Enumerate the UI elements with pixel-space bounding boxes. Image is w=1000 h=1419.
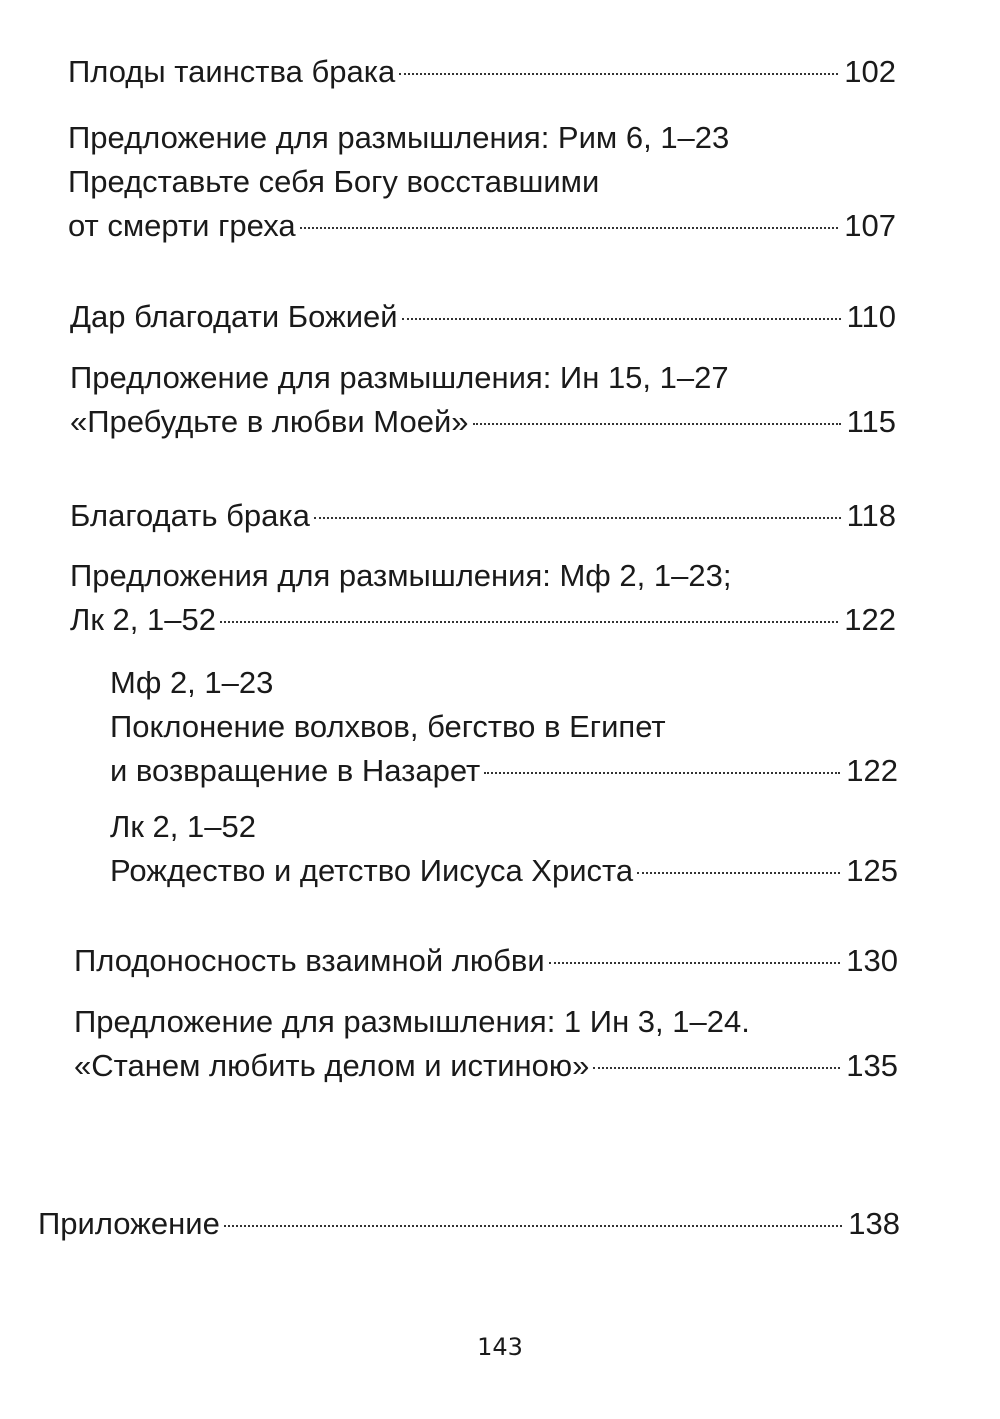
toc-entry-line: Предложение для размышления: 1 Ин 3, 1–24. <box>74 1004 750 1039</box>
dot-leader <box>484 772 840 774</box>
toc-entry <box>70 494 896 538</box>
dot-leader <box>402 318 841 320</box>
toc-entry <box>68 116 896 248</box>
toc-entry-title: Приложение <box>38 1206 220 1241</box>
toc-entry-line: Поклонение волхвов, бегство в Египет <box>110 709 666 744</box>
toc-entry-title: Плодоносность взаимной любви <box>74 943 545 978</box>
toc-entry-line: Лк 2, 1–52 <box>110 809 256 844</box>
dot-leader <box>549 962 841 964</box>
toc-page-number: 115 <box>846 404 896 439</box>
dot-leader <box>300 227 839 229</box>
toc-entry <box>38 1202 900 1246</box>
toc-page-number: 110 <box>846 299 896 334</box>
dot-leader <box>224 1225 842 1227</box>
toc-entry-title: Благодать брака <box>70 498 310 533</box>
dot-leader <box>220 621 838 623</box>
toc-entry <box>74 939 898 983</box>
toc-entry-title: и возвращение в Назарет <box>110 753 481 788</box>
toc-page-number: 130 <box>846 943 898 978</box>
toc-entry-line: Предложение для размышления: Рим 6, 1–23 <box>68 120 730 155</box>
toc-entry <box>74 1000 898 1088</box>
toc-subentry <box>110 661 898 793</box>
toc-entry-line: Предложения для размышления: Мф 2, 1–23; <box>70 558 732 593</box>
dot-leader <box>314 517 841 519</box>
toc-entry-title: Дар благодати Божией <box>70 299 398 334</box>
toc-page-number: 135 <box>846 1048 898 1083</box>
toc-page-number: 102 <box>844 54 896 89</box>
toc-page-number: 118 <box>846 498 896 533</box>
toc-entry-line: Представьте себя Богу восставшими <box>68 164 600 199</box>
dot-leader <box>593 1067 840 1069</box>
toc-subentry <box>110 805 898 893</box>
toc-entry-title: Лк 2, 1–52 <box>70 602 216 637</box>
toc-entry-title: от смерти греха <box>68 208 296 243</box>
page-number: 143 <box>477 1333 523 1361</box>
toc-entry-title: «Станем любить делом и истиною» <box>74 1048 590 1083</box>
toc-entry-line: Предложение для размышления: Ин 15, 1–27 <box>70 360 729 395</box>
toc-entry-line: Мф 2, 1–23 <box>110 665 274 700</box>
toc-entry-title: Плоды таинства брака <box>68 54 396 89</box>
toc-page-number: 138 <box>848 1206 900 1241</box>
dot-leader <box>399 73 838 75</box>
toc-entry <box>70 554 896 642</box>
toc-page-number: 122 <box>846 753 898 788</box>
toc-page-number: 125 <box>846 853 898 888</box>
toc-entry-title: «Пребудьте в любви Моей» <box>70 404 469 439</box>
toc-page-number: 107 <box>844 208 896 243</box>
toc-entry <box>70 295 896 339</box>
toc-page-number: 122 <box>844 602 896 637</box>
dot-leader <box>637 872 840 874</box>
toc-entry <box>68 50 896 94</box>
toc-entry-title: Рождество и детство Иисуса Христа <box>110 853 634 888</box>
dot-leader <box>473 423 841 425</box>
toc-entry <box>70 356 896 444</box>
